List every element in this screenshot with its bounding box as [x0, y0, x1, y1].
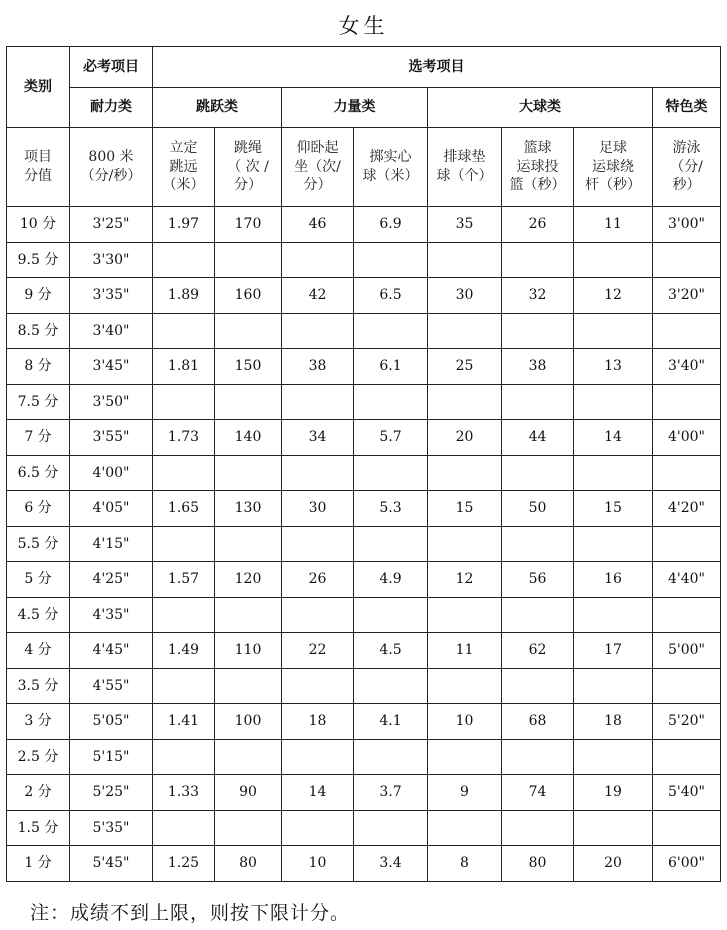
table-row	[7, 811, 721, 846]
value-cell: 5'15"	[70, 740, 153, 775]
value-cell	[354, 527, 428, 562]
value-cell	[153, 456, 215, 491]
value-cell: 38	[502, 349, 574, 385]
value-cell	[428, 385, 502, 420]
value-cell	[282, 598, 354, 633]
value-cell: 4.9	[354, 562, 428, 598]
item-medicine-ball: 掷实心 球（米）	[354, 128, 428, 207]
value-cell: 4'00"	[70, 456, 153, 491]
value-cell: 1.49	[153, 633, 215, 669]
value-cell	[354, 598, 428, 633]
value-cell	[153, 811, 215, 846]
value-cell	[502, 740, 574, 775]
value-cell: 5'00"	[653, 633, 721, 669]
table-row	[7, 598, 721, 633]
value-cell: 150	[215, 349, 282, 385]
value-cell	[574, 456, 653, 491]
value-cell	[153, 740, 215, 775]
value-cell	[153, 669, 215, 704]
table-row	[7, 669, 721, 704]
value-cell: 14	[574, 420, 653, 456]
table-row	[7, 491, 721, 527]
score-cell: 9 分	[7, 278, 70, 314]
value-cell: 1.25	[153, 846, 215, 882]
value-cell: 80	[502, 846, 574, 882]
value-cell	[428, 669, 502, 704]
value-cell: 56	[502, 562, 574, 598]
value-cell: 20	[574, 846, 653, 882]
value-cell: 16	[574, 562, 653, 598]
value-cell	[215, 598, 282, 633]
value-cell	[428, 314, 502, 349]
value-cell	[428, 243, 502, 278]
value-cell: 3'00"	[653, 207, 721, 243]
group-special: 特色类	[653, 88, 721, 128]
value-cell	[215, 527, 282, 562]
value-cell	[574, 385, 653, 420]
value-cell	[354, 740, 428, 775]
value-cell	[574, 598, 653, 633]
value-cell: 120	[215, 562, 282, 598]
table-row	[7, 562, 721, 598]
value-cell: 6.9	[354, 207, 428, 243]
header-elective: 选考项目	[153, 47, 721, 88]
value-cell	[354, 669, 428, 704]
value-cell	[282, 243, 354, 278]
value-cell: 4'40"	[653, 562, 721, 598]
value-cell: 4.1	[354, 704, 428, 740]
value-cell: 12	[428, 562, 502, 598]
value-cell	[354, 243, 428, 278]
value-cell	[153, 385, 215, 420]
value-cell	[502, 456, 574, 491]
value-cell	[428, 598, 502, 633]
value-cell: 44	[502, 420, 574, 456]
header-row-2	[7, 88, 721, 128]
table-row	[7, 314, 721, 349]
table-row	[7, 527, 721, 562]
value-cell: 11	[574, 207, 653, 243]
item-volleyball: 排球垫 球（个）	[428, 128, 502, 207]
value-cell: 4'15"	[70, 527, 153, 562]
footnote: 注：成绩不到上限，则按下限计分。	[30, 902, 351, 924]
value-cell	[574, 243, 653, 278]
value-cell	[653, 385, 721, 420]
value-cell	[428, 811, 502, 846]
value-cell: 14	[282, 775, 354, 811]
value-cell	[574, 669, 653, 704]
value-cell: 1.97	[153, 207, 215, 243]
group-ball: 大球类	[428, 88, 653, 128]
value-cell	[574, 811, 653, 846]
value-cell	[428, 740, 502, 775]
value-cell: 10	[282, 846, 354, 882]
value-cell	[653, 243, 721, 278]
value-cell	[282, 740, 354, 775]
value-cell: 19	[574, 775, 653, 811]
value-cell	[502, 527, 574, 562]
value-cell: 25	[428, 349, 502, 385]
value-cell: 4'20"	[653, 491, 721, 527]
item-800m: 800 米 （分/秒）	[70, 128, 153, 207]
table-row	[7, 704, 721, 740]
group-endurance: 耐力类	[70, 88, 153, 128]
table-row	[7, 243, 721, 278]
value-cell	[282, 456, 354, 491]
value-cell: 3'40"	[653, 349, 721, 385]
score-table	[6, 46, 721, 882]
value-cell	[215, 314, 282, 349]
value-cell	[574, 527, 653, 562]
value-cell: 4'00"	[653, 420, 721, 456]
value-cell: 1.33	[153, 775, 215, 811]
value-cell	[574, 740, 653, 775]
group-strength: 力量类	[282, 88, 428, 128]
table-row	[7, 278, 721, 314]
value-cell	[215, 669, 282, 704]
value-cell: 32	[502, 278, 574, 314]
value-cell	[502, 811, 574, 846]
value-cell	[282, 527, 354, 562]
value-cell: 5'25"	[70, 775, 153, 811]
item-situps: 仰卧起 坐（次/ 分）	[282, 128, 354, 207]
value-cell: 3'45"	[70, 349, 153, 385]
score-cell: 5.5 分	[7, 527, 70, 562]
value-cell: 5'20"	[653, 704, 721, 740]
value-cell: 4'05"	[70, 491, 153, 527]
value-cell: 6'00"	[653, 846, 721, 882]
value-cell: 9	[428, 775, 502, 811]
table-row	[7, 633, 721, 669]
value-cell	[215, 740, 282, 775]
value-cell	[653, 740, 721, 775]
item-basketball: 篮球 运球投 篮（秒）	[502, 128, 574, 207]
value-cell: 38	[282, 349, 354, 385]
value-cell: 5'35"	[70, 811, 153, 846]
value-cell: 3'20"	[653, 278, 721, 314]
value-cell: 3'50"	[70, 385, 153, 420]
value-cell: 8	[428, 846, 502, 882]
score-cell: 6.5 分	[7, 456, 70, 491]
item-rope-skip: 跳绳 （ 次 / 分）	[215, 128, 282, 207]
value-cell: 5.7	[354, 420, 428, 456]
value-cell: 6.1	[354, 349, 428, 385]
table-row	[7, 775, 721, 811]
value-cell: 15	[428, 491, 502, 527]
value-cell	[653, 314, 721, 349]
value-cell	[354, 811, 428, 846]
value-cell	[354, 314, 428, 349]
value-cell	[153, 314, 215, 349]
value-cell: 30	[282, 491, 354, 527]
table-row	[7, 385, 721, 420]
value-cell: 15	[574, 491, 653, 527]
value-cell: 130	[215, 491, 282, 527]
score-cell: 7 分	[7, 420, 70, 456]
value-cell: 26	[282, 562, 354, 598]
value-cell: 22	[282, 633, 354, 669]
value-cell	[653, 669, 721, 704]
score-cell: 5 分	[7, 562, 70, 598]
value-cell: 3'55"	[70, 420, 153, 456]
value-cell: 26	[502, 207, 574, 243]
value-cell	[354, 456, 428, 491]
value-cell: 3'30"	[70, 243, 153, 278]
value-cell: 4'35"	[70, 598, 153, 633]
score-cell: 3.5 分	[7, 669, 70, 704]
score-cell: 4 分	[7, 633, 70, 669]
value-cell	[428, 527, 502, 562]
table-row	[7, 456, 721, 491]
value-cell	[502, 669, 574, 704]
group-jumping: 跳跃类	[153, 88, 282, 128]
value-cell: 5'05"	[70, 704, 153, 740]
value-cell: 74	[502, 775, 574, 811]
value-cell: 4'25"	[70, 562, 153, 598]
value-cell	[428, 456, 502, 491]
value-cell	[282, 811, 354, 846]
value-cell	[215, 456, 282, 491]
value-cell: 34	[282, 420, 354, 456]
value-cell: 42	[282, 278, 354, 314]
score-cell: 1 分	[7, 846, 70, 882]
score-cell: 8.5 分	[7, 314, 70, 349]
value-cell: 170	[215, 207, 282, 243]
value-cell: 140	[215, 420, 282, 456]
value-cell: 3.4	[354, 846, 428, 882]
score-cell: 2.5 分	[7, 740, 70, 775]
score-cell: 10 分	[7, 207, 70, 243]
item-swimming: 游泳 （分/ 秒）	[653, 128, 721, 207]
score-cell: 8 分	[7, 349, 70, 385]
value-cell: 46	[282, 207, 354, 243]
value-cell: 17	[574, 633, 653, 669]
value-cell	[153, 527, 215, 562]
value-cell: 1.41	[153, 704, 215, 740]
value-cell: 1.89	[153, 278, 215, 314]
value-cell: 160	[215, 278, 282, 314]
value-cell	[282, 314, 354, 349]
value-cell	[153, 243, 215, 278]
value-cell	[502, 385, 574, 420]
value-cell: 18	[282, 704, 354, 740]
value-cell: 4'55"	[70, 669, 153, 704]
header-category: 类别	[7, 47, 70, 128]
value-cell	[215, 243, 282, 278]
value-cell: 6.5	[354, 278, 428, 314]
value-cell: 3'35"	[70, 278, 153, 314]
table-row	[7, 349, 721, 385]
score-cell: 4.5 分	[7, 598, 70, 633]
header-row-items	[7, 128, 721, 207]
value-cell: 10	[428, 704, 502, 740]
value-cell: 12	[574, 278, 653, 314]
value-cell: 11	[428, 633, 502, 669]
value-cell: 3.7	[354, 775, 428, 811]
value-cell: 62	[502, 633, 574, 669]
value-cell	[215, 811, 282, 846]
value-cell	[653, 811, 721, 846]
item-football: 足球 运球绕 杆（秒）	[574, 128, 653, 207]
value-cell: 68	[502, 704, 574, 740]
score-cell: 9.5 分	[7, 243, 70, 278]
value-cell	[502, 243, 574, 278]
value-cell	[653, 598, 721, 633]
value-cell: 1.73	[153, 420, 215, 456]
score-cell: 2 分	[7, 775, 70, 811]
value-cell: 3'25"	[70, 207, 153, 243]
value-cell: 3'40"	[70, 314, 153, 349]
value-cell	[354, 385, 428, 420]
value-cell: 5'40"	[653, 775, 721, 811]
value-cell	[653, 527, 721, 562]
value-cell: 5'45"	[70, 846, 153, 882]
table-row	[7, 846, 721, 882]
value-cell: 13	[574, 349, 653, 385]
value-cell	[502, 314, 574, 349]
table-row	[7, 420, 721, 456]
value-cell: 5.3	[354, 491, 428, 527]
value-cell	[653, 456, 721, 491]
score-cell: 3 分	[7, 704, 70, 740]
value-cell: 1.65	[153, 491, 215, 527]
value-cell: 90	[215, 775, 282, 811]
value-cell: 30	[428, 278, 502, 314]
value-cell: 1.57	[153, 562, 215, 598]
score-cell: 1.5 分	[7, 811, 70, 846]
score-cell: 6 分	[7, 491, 70, 527]
value-cell: 18	[574, 704, 653, 740]
header-required: 必考项目	[70, 47, 153, 88]
value-cell: 100	[215, 704, 282, 740]
value-cell: 50	[502, 491, 574, 527]
header-row-1	[7, 47, 721, 88]
item-standing-jump: 立定 跳远 （米）	[153, 128, 215, 207]
score-cell: 7.5 分	[7, 385, 70, 420]
value-cell: 4'45"	[70, 633, 153, 669]
table-row	[7, 740, 721, 775]
value-cell: 4.5	[354, 633, 428, 669]
value-cell	[502, 598, 574, 633]
value-cell	[574, 314, 653, 349]
item-score-label: 项目 分值	[7, 128, 70, 207]
table-row	[7, 207, 721, 243]
value-cell: 20	[428, 420, 502, 456]
value-cell: 1.81	[153, 349, 215, 385]
value-cell: 35	[428, 207, 502, 243]
value-cell	[282, 385, 354, 420]
value-cell: 80	[215, 846, 282, 882]
value-cell	[153, 598, 215, 633]
value-cell	[215, 385, 282, 420]
page-title: 女生	[338, 14, 389, 38]
value-cell: 110	[215, 633, 282, 669]
value-cell	[282, 669, 354, 704]
